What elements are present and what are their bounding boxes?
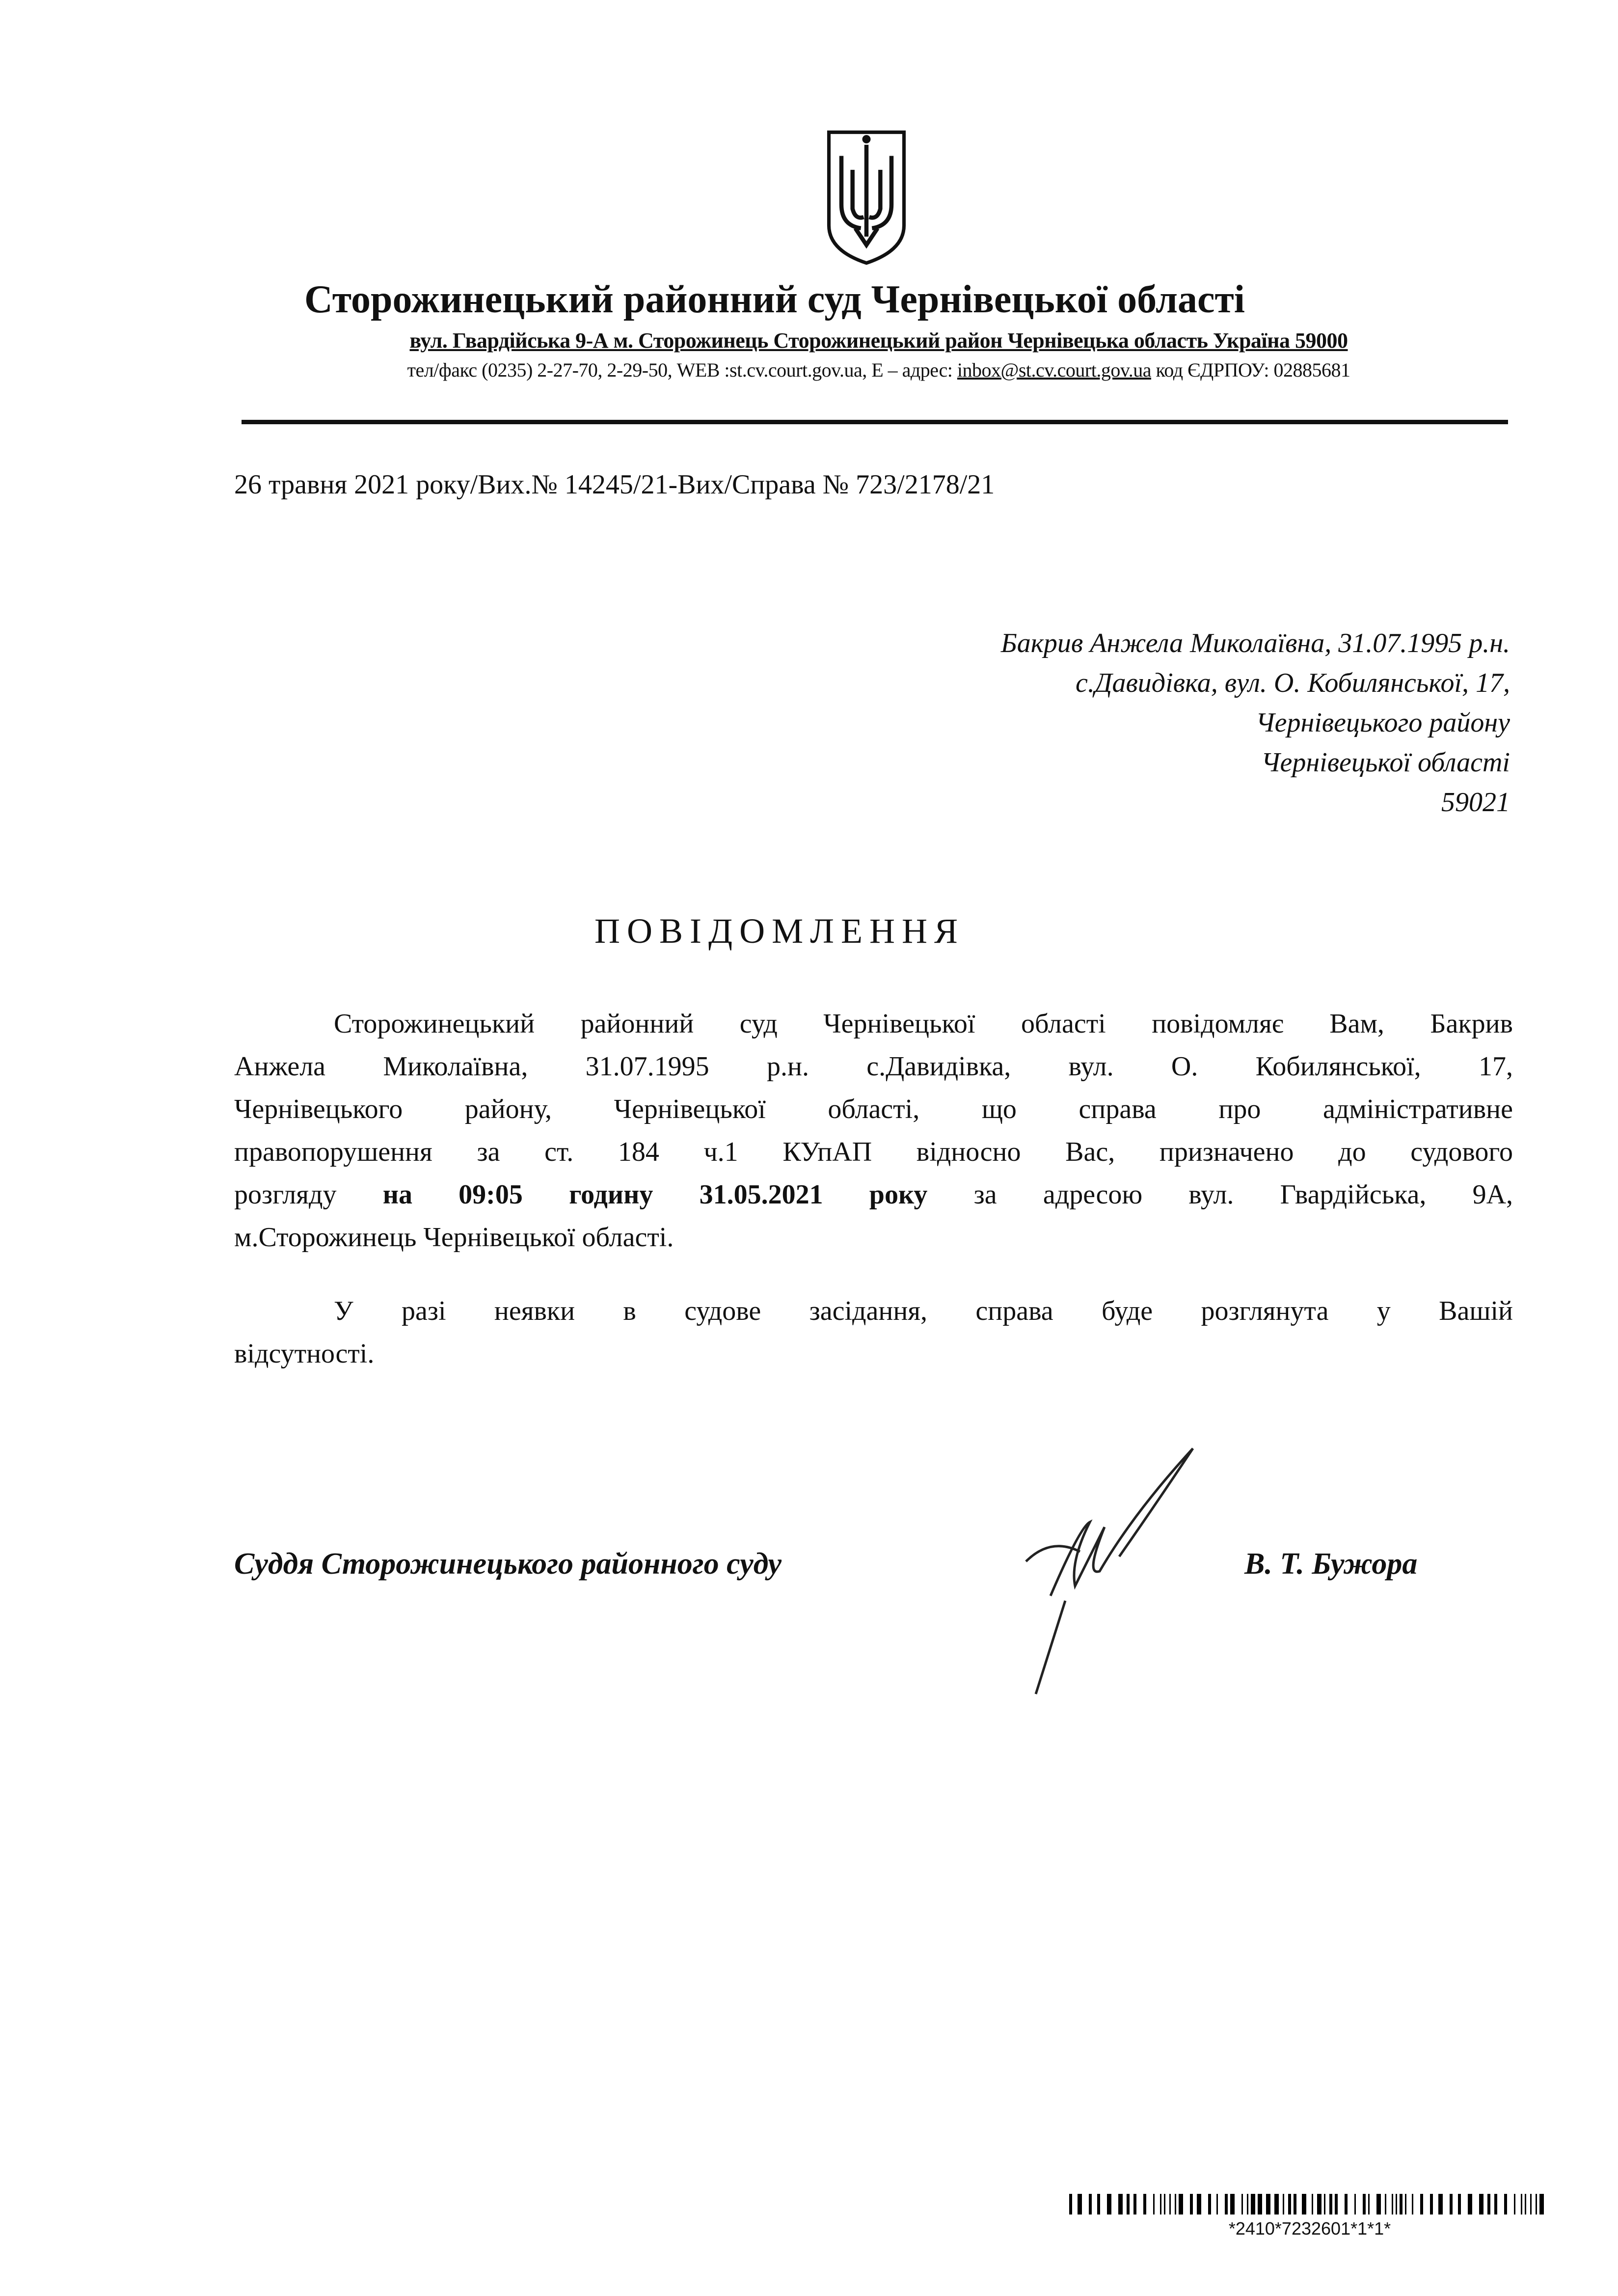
paragraph-line bbox=[234, 1174, 1513, 1216]
judge-title: Суддя Сторожинецького районного суду bbox=[234, 1547, 782, 1581]
barcode-bar bbox=[1530, 2194, 1532, 2214]
barcode-bar bbox=[1078, 2194, 1082, 2214]
court-name: Сторожинецький районний суд Чернівецької області bbox=[304, 278, 1245, 321]
barcode-bar bbox=[1133, 2194, 1136, 2214]
barcode-bar bbox=[1312, 2194, 1313, 2214]
barcode-bar bbox=[1521, 2194, 1522, 2214]
email-link[interactable]: inbox@st.cv.court.gov.ua bbox=[957, 359, 1152, 381]
barcode-bar bbox=[1069, 2194, 1072, 2214]
barcode-bar bbox=[1294, 2194, 1296, 2214]
barcode-bar bbox=[1251, 2194, 1255, 2214]
barcode-bar bbox=[1197, 2194, 1201, 2214]
barcode-bar bbox=[1345, 2194, 1348, 2214]
recipient-block bbox=[1001, 624, 1510, 822]
recipient-line: 59021 bbox=[1441, 787, 1510, 818]
barcode-bar bbox=[1089, 2194, 1092, 2214]
barcode-bar bbox=[1430, 2194, 1433, 2214]
barcode-bar bbox=[1208, 2194, 1211, 2214]
barcode-bar bbox=[1302, 2194, 1306, 2214]
handwritten-signature bbox=[1006, 1439, 1262, 1699]
court-address: вул. Гвардійська 9-А м. Сторожинець Сторожинецький район Чернівецька область Україна 59000 bbox=[409, 328, 1348, 353]
barcode-bar bbox=[1329, 2194, 1332, 2214]
document-heading: ПОВІДОМЛЕННЯ bbox=[594, 911, 965, 951]
absence-paragraph bbox=[234, 1290, 1513, 1375]
barcode-bar bbox=[1283, 2194, 1284, 2214]
paragraph-line: правопорушення за ст. 184 ч.1 КУпАП відносно Вас, призначено до судового bbox=[234, 1137, 1513, 1167]
barcode-bar bbox=[1118, 2194, 1123, 2214]
barcode-bar bbox=[1396, 2194, 1397, 2214]
paragraph-line: відсутності. bbox=[234, 1339, 375, 1369]
text: розгляду bbox=[234, 1179, 383, 1210]
barcode-bar bbox=[1317, 2194, 1321, 2214]
barcode-bar bbox=[1392, 2194, 1393, 2214]
barcode-bar bbox=[1536, 2194, 1537, 2214]
judge-name: В. Т. Бужора bbox=[1244, 1547, 1418, 1581]
barcode-bar bbox=[1504, 2194, 1507, 2214]
barcode-bar bbox=[1107, 2194, 1111, 2214]
barcode-bar bbox=[1479, 2194, 1483, 2214]
barcode-bar bbox=[1376, 2194, 1381, 2214]
barcode-text: *2410*7232601*1*1* bbox=[1228, 2218, 1391, 2239]
barcode-bar bbox=[1385, 2194, 1386, 2214]
barcode bbox=[1069, 2194, 1550, 2214]
paragraph-line: Анжела Миколаївна, 31.07.1995 р.н. с.Давидівка, вул. О. Кобилянської, 17, bbox=[234, 1051, 1513, 1082]
barcode-bar bbox=[1216, 2194, 1218, 2214]
barcode-bar bbox=[1127, 2194, 1130, 2214]
barcode-bar bbox=[1539, 2194, 1544, 2214]
barcode-bar bbox=[1153, 2194, 1155, 2214]
barcode-bar bbox=[1525, 2194, 1526, 2214]
recipient-line: с.Давидівка, вул. О. Кобилянської, 17, bbox=[1076, 668, 1510, 698]
notice-paragraph bbox=[234, 1003, 1513, 1259]
barcode-bar bbox=[1438, 2194, 1443, 2214]
barcode-bar bbox=[1412, 2194, 1413, 2214]
barcode-bar bbox=[1160, 2194, 1161, 2214]
barcode-bar bbox=[1258, 2194, 1262, 2214]
barcode-bar bbox=[1274, 2194, 1279, 2214]
court-contacts bbox=[250, 358, 1507, 382]
barcode-bar bbox=[1175, 2194, 1176, 2214]
barcode-bar bbox=[1400, 2194, 1402, 2214]
barcode-bar bbox=[1458, 2194, 1461, 2214]
barcode-bar bbox=[1230, 2194, 1235, 2214]
contacts-suffix: код ЄДРПОУ: 02885681 bbox=[1151, 359, 1350, 381]
barcode-bar bbox=[1241, 2194, 1243, 2214]
barcode-bar bbox=[1405, 2194, 1406, 2214]
barcode-bar bbox=[1468, 2194, 1472, 2214]
paragraph-line: Чернівецького району, Чернівецької області, що справа про адміністративне bbox=[234, 1094, 1513, 1124]
contacts-prefix: тел/факс (0235) 2-27-70, 2-29-50, WEB :st.cv.court.gov.ua, Е – адрес: bbox=[407, 359, 957, 381]
reference-line: 26 травня 2021 року/Вих.№ 14245/21-Вих/Справа № 723/2178/21 bbox=[234, 469, 995, 500]
barcode-bar bbox=[1169, 2194, 1171, 2214]
barcode-bar bbox=[1247, 2194, 1248, 2214]
paragraph-line: Сторожинецький районний суд Чернівецької області повідомляє Вам, Бакрив bbox=[334, 1009, 1513, 1039]
barcode-bar bbox=[1420, 2194, 1423, 2214]
barcode-bar bbox=[1335, 2194, 1338, 2214]
hearing-datetime: на 09:05 годину 31.05.2021 року bbox=[382, 1179, 928, 1210]
barcode-bar bbox=[1487, 2194, 1490, 2214]
text: за адресою вул. Гвардійська, 9А, bbox=[927, 1179, 1513, 1210]
barcode-bar bbox=[1363, 2194, 1366, 2214]
barcode-bar bbox=[1354, 2194, 1356, 2214]
barcode-bar bbox=[1288, 2194, 1291, 2214]
barcode-bar bbox=[1164, 2194, 1165, 2214]
barcode-bar bbox=[1225, 2194, 1228, 2214]
barcode-bar bbox=[1097, 2194, 1100, 2214]
barcode-bar bbox=[1324, 2194, 1325, 2214]
paragraph-line: У разі неявки в судове засідання, справа буде розглянута у Вашій bbox=[334, 1296, 1513, 1326]
barcode-bar bbox=[1450, 2194, 1453, 2214]
recipient-line: Чернівецького району bbox=[1256, 708, 1510, 738]
barcode-bar bbox=[1514, 2194, 1515, 2214]
barcode-bar bbox=[1266, 2194, 1270, 2214]
barcode-bar bbox=[1179, 2194, 1183, 2214]
recipient-line: Чернівецької області bbox=[1261, 747, 1510, 778]
barcode-bar bbox=[1190, 2194, 1193, 2214]
barcode-bar bbox=[1368, 2194, 1370, 2214]
barcode-bar bbox=[1143, 2194, 1146, 2214]
barcode-bar bbox=[1494, 2194, 1497, 2214]
coat-of-arms-icon bbox=[825, 123, 908, 273]
recipient-line: Бакрив Анжела Миколаївна, 31.07.1995 р.н. bbox=[1000, 628, 1510, 658]
header-divider bbox=[242, 420, 1508, 424]
paragraph-line: м.Сторожинець Чернівецької області. bbox=[234, 1222, 674, 1253]
